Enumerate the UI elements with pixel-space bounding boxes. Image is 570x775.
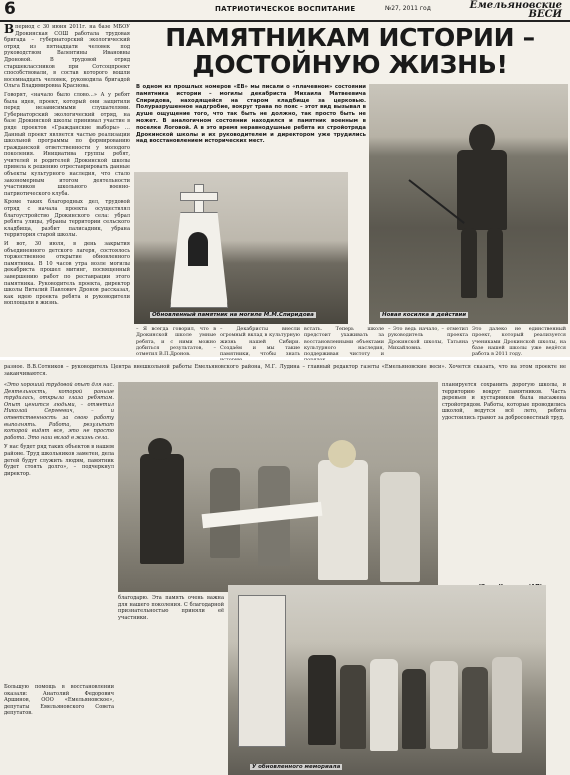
person-man-2 [380,472,420,582]
person-head-woman [328,440,356,468]
cross-bar [180,192,218,201]
bottom-left-paragraph-1: «Это хороший трудовой опыт для нас. Деятельность, которой раньше трудилась, открыла глаза ребятам. Опыт ценится людьми, – отметил Николай Сергеевич, – и ответственность за свою работу выполнять. Работа, результат которой видят все, это не просто работа. Это наш вклад в жизнь села. [4,382,114,441]
person-leg-right [487,228,503,298]
left-column-text [4,24,130,354]
group-person-6 [462,667,488,749]
issue-number: №27, 2011 год [385,5,431,12]
bottom-top-text: разное. В.В.Сотников – руководитель Центра внешкольной работы Емельяновского района, М.Г. Лудина – главный редактор газеты «Емельяновские веси». Хочется сказать, что на этом проекте не заканчиваются. [4,364,566,377]
newspaper-brand [470,1,562,19]
photo-caption-group: У обновленного мемориала [252,764,341,770]
bottom-right-column: планируется сохранить дорогую школы, и территорию вокруг памятников. Часть деревьев и кустарников была высажена стройотрядом. Работы, которые проводились школой, ведутся всё лето, ребята удостоились грамот за добросовестный труд. [442,382,566,421]
text-column-c: встать. Теперь школе предстоит ухаживать за восстановленными объектами культурного наследия, поддерживая чистоту и [304,326,384,358]
people-icon [140,454,184,564]
page-header [0,0,570,22]
left-paragraph-4: И вот, 30 июля, в день закрытия объединенного детского лагеря, состоялось торжественное открытие обновленного памятника. В 10 часов утра возле могилы декабриста прошел митинг, посвященный завершению работ по реставрации этого памятника. Руководитель проекта, директор школы Виталий Павлович Дронов рассказал, как идею проекта ребята и руководители воплощали в жизнь. [4,241,130,307]
group-photo [228,585,546,775]
person-head-boy [148,438,172,460]
group-person-3 [370,659,398,751]
memorial-stone [238,595,286,747]
bottom-left-paragraph-2: У нас будет ряд таких объектов в нашем районе. Труд школьников заметен, дела детей будут служить людям, памятник будет стоять долго», – подчеркнул директор. [4,444,114,477]
photo-caption-mower: Новая косилка в действии [382,312,467,318]
article-lead: В одном из прошлых номеров «ЕВ» мы писали о «плачевном» состоянии памятника истории – могилы декабриста Михаила Матвеевича Спиридова, находящейся на старом кладбище за церковью. Полуразрушенное надгробие, вокруг трава по пояс – этот вид вызывал в душе ощущение того, что так быть не должно, так просто быть не может. В аналогичном состоянии находился и памятник военным в поселке Логовой. А в это время неравнодушные ребята из стройотряда Дрокинской школы и их руководителем и директором уже трудились над восстановлением исторических мест. [136,84,366,145]
bottom-left-column [4,382,114,682]
group-person-5 [430,661,458,749]
bottom-left-paragraph-3: Большую помощь в восстановлении оказали: Анатолий Федорович Аршинов, ООО «Емельяновское», депутаты Емельяновского Совета депутатов. [4,684,114,717]
text-column-b: – Декабристы внесли огромный вклад в культурную жизнь нашей Сибири. Создаём и мы такие памятники, чтобы знать [220,326,300,358]
newspaper-page-top [0,0,570,357]
person-woman-2 [318,460,368,580]
person-leg-left [461,228,477,298]
text-column-a: – Я всегда говорил, что в Дрокинской школе умные ребята, и с ними можно добиться результатов, – отметил В.П.Дронов. [136,326,216,358]
brand-line-2: ВЕСИ [528,9,562,20]
group-person-1 [308,655,336,745]
monument-photo [134,172,348,324]
group-person-2 [340,665,366,749]
mower-photo [369,84,568,324]
newspaper-page-bottom [0,360,570,775]
monument-niche [188,232,208,266]
person-icon [457,150,507,230]
section-title: ПАТРИОТИЧЕСКОЕ ВОСПИТАНИЕ [215,5,356,13]
handshake-photo [118,382,438,592]
brand-line-1: Емельяновские [469,0,562,11]
photo-caption-monument: Обновленный памятник на могиле М.М.Спиридова [152,312,314,318]
page-number: 6 [4,0,16,19]
left-paragraph-1: Впериод с 30 июня 2011г. на базе МБОУ Дрокинская СОШ работала трудовая бригада – губернаторский экологический отряд из пятнадцати человек под руководством Валентины Ивановны Дроновой. В трудовой отряд старшеклассников при Сотсоцпроект способствовали, в состав которого вошли восемнадцать человек, руководила бригадой Ольга Владимировна Краснова. [4,22,130,90]
bottom-middle-column: благодарю. Эта память очень важна для нашего поколения. С благодарной признательностью приняли её участники. [118,595,224,621]
left-paragraph-2: Говорят, «начало было слово…» А у ребят была идея, проект, который они защитили перед независимыми слушателями. Губернаторский экологический отряд, на базе Дрокинской школы принимал участие в ряде проектов «Гражданские выборы» …Данный проект является частью реализации школьной программы по формированию гражданской ответственности у молодого поколения. Инициатива группы ребят, учителей и родителей Дрокинской школы привела к решению отреставрировать данные объекты культурного наследия, что стало закономерным итогом деятельности участников школьного военно-патриотического клуба. [4,91,130,197]
article-headline: ПАМЯТНИКАМ ИСТОРИИ – ДОСТОЙНУЮ ЖИЗНЬ! [165,23,535,79]
left-paragraph-3: Кроме таких благородных дел, трудовой отряд с начала проекта осуществлял благоустройство Дрокинского села: убрал ребята улицы, убраны территории сельского кладбища, разбит палисадник, убрана территория старой школы. [4,199,130,239]
group-person-7 [492,657,522,753]
text-column-d: – Это ведь начало, – отметил руководитель проекта Дрокинской школы, Татьяна Михайловна. [388,326,468,351]
text-column-e: Это далеко не единственный проект, который реализуется учениками Дрокинской школы, на базе нашей школы уже ведётся работа в 2011 году. [472,326,566,358]
group-person-4 [402,669,426,749]
